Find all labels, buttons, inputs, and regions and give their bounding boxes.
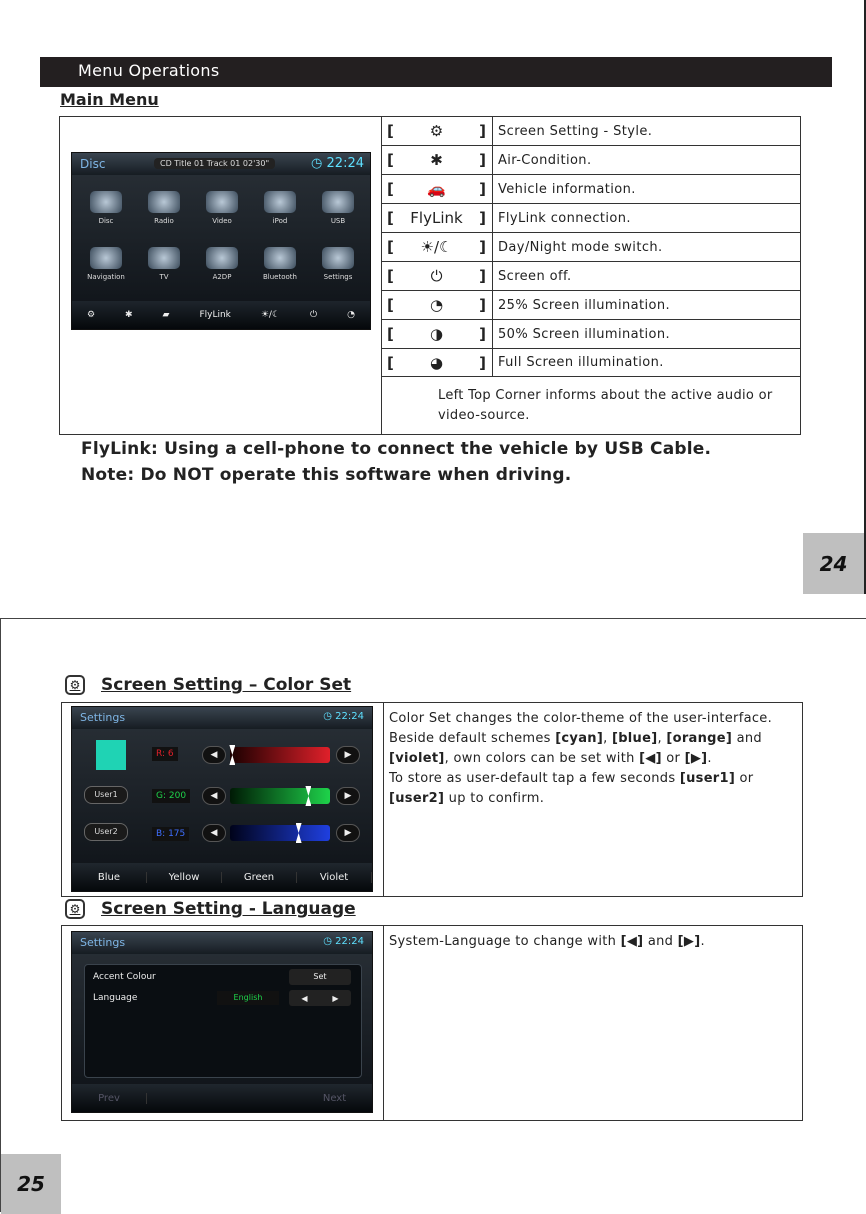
user2-button[interactable]: User2 [84,823,128,841]
source-ipod-button[interactable] [256,191,304,225]
red-slider[interactable] [230,747,330,763]
navigation-icon [90,247,122,269]
color-tabs [72,863,372,891]
legend-symbol: [ 🚗 ] [381,175,493,203]
bottom-bar [72,301,370,329]
legend-row [381,117,801,146]
power-icon[interactable]: ⏻ [309,310,318,320]
source-navigation-button[interactable] [82,247,130,281]
source-label: Disc [98,217,114,225]
page-25 [0,618,866,1212]
legend-description: Screen off. [498,268,572,284]
red-increase-button[interactable]: ▶ [336,746,360,764]
source-label: Bluetooth [263,273,297,281]
language-stepper [289,990,351,1006]
prev-button[interactable]: Prev [72,1093,147,1104]
color-tab-violet[interactable]: Violet [297,872,372,883]
source-bluetooth-button[interactable] [256,247,304,281]
legend-symbol: [ ◔ ] [381,291,493,319]
legend-symbol: [ FlyLink ] [381,204,493,232]
a2dp-icon [206,247,238,269]
next-button[interactable]: Next [322,1092,347,1104]
source-label: Radio [154,217,174,225]
legend-symbol: [ ⚙ ] [381,117,493,145]
green-decrease-button[interactable]: ◀ [202,787,226,805]
accent-label: Accent Colour [93,972,156,982]
legend-row [381,320,801,349]
language-screenshot [71,931,373,1113]
driving-note: Note: Do NOT operate this software when driving. [81,465,572,485]
legend-description: Full Screen illumination. [498,355,664,370]
source-video-button[interactable] [198,191,246,225]
source-settings-button[interactable] [314,247,362,281]
source-label: USB [330,217,346,225]
legend-description: 25% Screen illumination. [498,297,671,313]
day-night-icon[interactable]: ☀/☾ [260,310,281,320]
green-slider[interactable] [230,788,330,804]
video-icon [206,191,238,213]
green-value: G: 200 [152,789,190,803]
tv-icon [148,247,180,269]
source-label: Disc [80,157,106,171]
legend-row [381,349,801,377]
illumination-icon[interactable]: ◔ [347,310,355,320]
language-heading: ⚙ Screen Setting - Language [65,899,356,919]
language-description: System-Language to change with [◀] and [▶]. [389,934,705,949]
source-label: TV [159,273,169,281]
legend-description: Screen Setting - Style. [498,123,653,139]
legend-symbol: [ ◕ ] [381,349,493,376]
main-menu-heading: Main Menu [60,90,159,109]
style-icon[interactable]: ⚙ [86,310,96,320]
red-decrease-button[interactable]: ◀ [202,746,226,764]
status-bar [72,153,370,175]
language-value: English [217,991,279,1005]
accent-set-button[interactable]: Set [289,969,351,985]
nav-bar [72,1084,372,1112]
source-tv-button[interactable] [140,247,188,281]
color-set-screenshot [71,706,373,892]
color-tab-yellow[interactable]: Yellow [147,872,222,883]
screen-setting-icon: ⚙ [65,675,85,695]
legend-description: FlyLink connection. [498,210,631,226]
green-increase-button[interactable]: ▶ [336,787,360,805]
screen-setting-icon: ⚙ [65,899,85,919]
blue-decrease-button[interactable]: ◀ [202,824,226,842]
legend-symbol: [ ◑ ] [381,320,493,348]
legend-description: Day/Night mode switch. [498,239,663,255]
source-usb-button[interactable] [314,191,362,225]
radio-icon [148,191,180,213]
source-label: A2DP [212,273,232,281]
clock: ◷ 22:24 [311,156,364,171]
legend-row [381,146,801,175]
language-label: Language [93,993,138,1003]
flylink-note: FlyLink: Using a cell-phone to connect the vehicle by USB Cable. [81,439,712,459]
source-label: Settings [323,273,353,281]
source-radio-button[interactable] [140,191,188,225]
clock: ◷ 22:24 [323,711,364,722]
blue-value: B: 175 [152,827,189,841]
source-a2dp-button[interactable] [198,247,246,281]
page-number: 25 [1,1154,61,1214]
legend-symbol: [ ✱ ] [381,146,493,174]
track-info: CD Title 01 Track 01 02'30" [154,158,275,169]
clock: ◷ 22:24 [323,936,364,947]
ipod-icon [264,191,296,213]
legend-row [381,291,801,320]
settings-icon [322,247,354,269]
settings-title: Settings [80,936,126,949]
color-set-box [61,702,803,897]
legend-description: Vehicle information. [498,181,636,197]
legend-note: Left Top Corner informs about the active audio or video-source. [438,388,773,423]
blue-increase-button[interactable]: ▶ [336,824,360,842]
legend-description: 50% Screen illumination. [498,326,671,342]
language-box [61,925,803,1121]
settings-panel [84,964,362,1078]
legend-symbol: [ ⏻ ] [381,262,493,290]
color-tab-green[interactable]: Green [222,872,297,883]
color-tab-blue[interactable]: Blue [72,872,147,883]
page-gap [0,608,866,618]
source-disc-button[interactable] [82,191,130,225]
settings-title: Settings [80,711,126,724]
clock-icon: ◷ [311,156,323,171]
color-set-heading: ⚙ Screen Setting – Color Set [65,675,351,695]
bluetooth-icon [264,247,296,269]
source-label: Video [212,217,232,225]
legend-row [381,175,801,204]
blue-slider[interactable] [230,825,330,841]
usb-icon [322,191,354,213]
language-prev-button[interactable]: ◀ [301,993,308,1003]
language-next-button[interactable]: ▶ [332,993,339,1003]
main-menu-box [59,116,801,435]
legend-row [381,262,801,291]
legend-description: Air-Condition. [498,152,592,168]
settings-title-bar [72,932,372,954]
source-label: Navigation [87,273,125,281]
color-set-description: Color Set changes the color-theme of the user-interface. Beside default schemes [cyan], [blue], [orange] and [violet], own colors can be set with [◀] or [▶]. To store as user-default tap a few seconds [user1] or [user2] up to confirm. [389,711,773,806]
fan-icon[interactable]: ✱ [125,310,133,320]
source-label: iPod [272,217,288,225]
main-menu-screenshot [71,152,371,330]
legend-symbol: [ ☀/☾ ] [381,233,493,261]
section-banner: Menu Operations [40,57,832,87]
page-number: 24 [803,533,864,594]
user1-button[interactable]: User1 [84,786,128,804]
car-icon[interactable]: ▰ [162,310,170,320]
flylink-button[interactable]: FlyLink [199,310,231,320]
legend-row [381,204,801,233]
disc-icon [90,191,122,213]
legend-row [381,233,801,262]
color-swatch [96,740,126,770]
red-value: R: 6 [152,747,178,761]
settings-title-bar [72,707,372,729]
